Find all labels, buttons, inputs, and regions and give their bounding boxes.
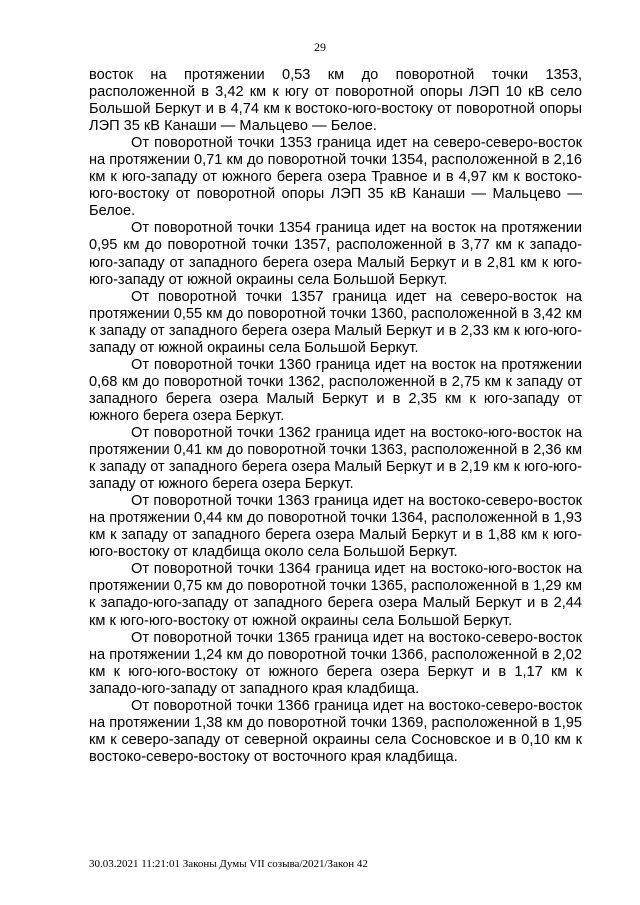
paragraph: От поворотной точки 1360 граница идет на восток на протяжении 0,68 км до поворотной точки 1362, расположенной в 2,75 км к западу от западного берега озера Малый Беркут и в 2,35 км к юго-западу от южного берега озера Беркут.: [89, 356, 582, 424]
document-body: [89, 67, 582, 766]
footer-stamp: 30.03.2021 11:21:01 Законы Думы VII созыва/2021/Закон 42: [89, 858, 368, 870]
paragraph: От поворотной точки 1366 граница идет на востоко-северо-восток на протяжении 1,38 км до поворотной точки 1369, расположенной в 1,95 км к северо-западу от северной окраины села Сосновское и в 0,10 км к востоко-северо-востоку от восточного края кладбища.: [89, 697, 582, 765]
page-number: 29: [314, 40, 326, 54]
paragraph: От поворотной точки 1357 граница идет на северо-восток на протяжении 0,55 км до поворотной точки 1360, расположенной в 3,42 км к западу от западного берега озера Малый Беркут и в 2,33 км к юго-юго-западу от южной окраины села Большой Беркут.: [89, 288, 582, 356]
paragraph: От поворотной точки 1365 граница идет на востоко-северо-восток на протяжении 1,24 км до поворотной точки 1366, расположенной в 2,02 км к юго-юго-востоку от южного берега озера Беркут и в 1,17 км к западо-юго-западу от западного края кладбища.: [89, 629, 582, 697]
paragraph: От поворотной точки 1362 граница идет на востоко-юго-восток на протяжении 0,41 км до поворотной точки 1363, расположенной в 2,36 км к западу от западного берега озера Малый Беркут и в 2,19 км к юго-юго-западу от южного берега озера Беркут.: [89, 424, 582, 493]
paragraph: От поворотной точки 1363 граница идет на востоко-северо-восток на протяжении 0,44 км до поворотной точки 1364, расположенной в 1,93 км к западу от западного берега озера Малый Беркут и в 1,88 км к юго-юго-востоку от кладбища около села Большой Беркут.: [89, 493, 582, 561]
paragraph: От поворотной точки 1354 граница идет на восток на протяжении 0,95 км до поворотной точки 1357, расположенной в 3,77 км к западо-юго-западу от западного берега озера Малый Беркут и в 2,81 км к юго-юго-западу от южной окраины села Большой Беркут.: [89, 220, 582, 288]
paragraph: От поворотной точки 1364 граница идет на востоко-юго-восток на протяжении 0,75 км до поворотной точки 1365, расположенной в 1,29 км к западо-юго-западу от западного берега озера Малый Беркут и в 2,44 км к юго-юго-востоку от южной окраины села Большой Беркут.: [89, 561, 582, 629]
paragraph: От поворотной точки 1353 граница идет на северо-северо-восток на протяжении 0,71 км до поворотной точки 1354, расположенной в 2,16 км к юго-западу от южного берега озера Травное и в 4,97 км к востоко-юго-востоку от поворотной опоры ЛЭП 35 кВ Канаши — Мальцево — Белое.: [89, 135, 582, 220]
paragraph: восток на протяжении 0,53 км до поворотной точки 1353, расположенной в 3,42 км к югу от поворотной опоры ЛЭП 10 кВ село Большой Беркут и в 4,74 км к востоко-юго-востоку от поворотной опоры ЛЭП 35 кВ Канаши — Мальцево — Белое.: [89, 67, 582, 135]
